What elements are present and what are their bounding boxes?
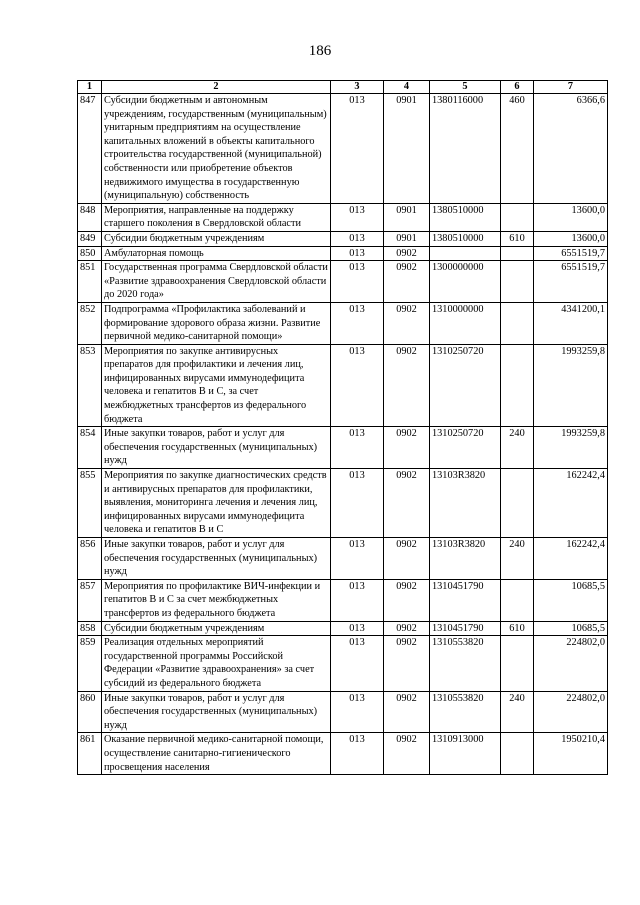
cell-code-3: 013 [331,636,384,691]
cell-code-4: 0901 [384,231,430,246]
cell-code-5: 1310451790 [430,621,501,636]
row-number: 853 [78,344,102,427]
cell-code-6 [501,261,534,303]
row-number: 847 [78,94,102,204]
cell-code-4: 0902 [384,344,430,427]
row-name: Амбулаторная помощь [102,246,331,261]
cell-code-4: 0902 [384,691,430,733]
row-name: Государственная программа Свердловской области «Развитие здравоохранения Свердловской области до 2020 года» [102,261,331,303]
cell-code-6: 460 [501,94,534,204]
table-row [78,621,608,636]
cell-code-5: 1310000000 [430,302,501,344]
cell-code-6: 240 [501,427,534,469]
cell-code-4: 0902 [384,733,430,775]
row-name: Иные закупки товаров, работ и услуг для обеспечения государственных (муниципальных) нужд [102,427,331,469]
cell-code-3: 013 [331,469,384,538]
cell-code-5: 1380510000 [430,203,501,231]
row-number: 860 [78,691,102,733]
cell-amount: 13600,0 [534,231,608,246]
cell-code-5: 13103R3820 [430,538,501,580]
cell-code-3: 013 [331,691,384,733]
row-number: 850 [78,246,102,261]
column-header: 6 [501,81,534,94]
cell-code-6: 240 [501,691,534,733]
cell-code-5 [430,246,501,261]
cell-code-4: 0901 [384,203,430,231]
row-number: 848 [78,203,102,231]
cell-code-4: 0902 [384,538,430,580]
cell-code-4: 0902 [384,621,430,636]
column-header: 5 [430,81,501,94]
cell-code-3: 013 [331,94,384,204]
table-row [78,538,608,580]
cell-amount: 224802,0 [534,636,608,691]
cell-code-3: 013 [331,344,384,427]
cell-code-5: 1300000000 [430,261,501,303]
table-row [78,261,608,303]
cell-code-6 [501,636,534,691]
row-number: 854 [78,427,102,469]
cell-amount: 162242,4 [534,469,608,538]
row-number: 859 [78,636,102,691]
table-body [78,94,608,775]
cell-code-3: 013 [331,302,384,344]
cell-code-3: 013 [331,733,384,775]
cell-code-4: 0902 [384,261,430,303]
cell-code-6 [501,469,534,538]
table-row [78,427,608,469]
cell-amount: 224802,0 [534,691,608,733]
column-header: 3 [331,81,384,94]
budget-table [77,80,608,775]
cell-amount: 162242,4 [534,538,608,580]
row-number: 851 [78,261,102,303]
column-header: 7 [534,81,608,94]
cell-code-6 [501,302,534,344]
table-row [78,579,608,621]
cell-code-3: 013 [331,427,384,469]
row-name: Мероприятия, направленные на поддержку старшего поколения в Свердловской области [102,203,331,231]
cell-code-5: 1310250720 [430,344,501,427]
row-name: Субсидии бюджетным учреждениям [102,621,331,636]
row-number: 852 [78,302,102,344]
cell-code-3: 013 [331,621,384,636]
cell-code-4: 0902 [384,636,430,691]
cell-amount: 4341200,1 [534,302,608,344]
cell-amount: 10685,5 [534,621,608,636]
column-header: 1 [78,81,102,94]
row-name: Иные закупки товаров, работ и услуг для обеспечения государственных (муниципальных) нужд [102,691,331,733]
cell-code-4: 0902 [384,246,430,261]
cell-code-5: 1310250720 [430,427,501,469]
row-name: Иные закупки товаров, работ и услуг для обеспечения государственных (муниципальных) нужд [102,538,331,580]
row-number: 857 [78,579,102,621]
cell-amount: 6551519,7 [534,246,608,261]
row-name: Субсидии бюджетным учреждениям [102,231,331,246]
row-name: Реализация отдельных мероприятий государственной программы Российской Федерации «Развитие здравоохранения» за счет субсидий из федерального бюджета [102,636,331,691]
table-row [78,246,608,261]
cell-code-5: 1310553820 [430,691,501,733]
column-header: 4 [384,81,430,94]
cell-code-3: 013 [331,246,384,261]
row-number: 861 [78,733,102,775]
row-number: 858 [78,621,102,636]
cell-code-6 [501,246,534,261]
cell-code-6 [501,344,534,427]
cell-code-3: 013 [331,203,384,231]
cell-code-3: 013 [331,579,384,621]
row-name: Оказание первичной медико-санитарной помощи, осуществление санитарно-гигиенического просвещения населения [102,733,331,775]
cell-code-4: 0902 [384,469,430,538]
cell-code-5: 1310553820 [430,636,501,691]
cell-amount: 6366,6 [534,94,608,204]
cell-code-6: 240 [501,538,534,580]
cell-amount: 13600,0 [534,203,608,231]
cell-code-6: 610 [501,231,534,246]
cell-code-6: 610 [501,621,534,636]
row-name: Мероприятия по закупке антивирусных препаратов для профилактики и лечения лиц, инфицированных вирусами иммунодефицита человека и гепатитов В и С, за счет межбюджетных трансфертов из федерального бюджета [102,344,331,427]
cell-amount: 6551519,7 [534,261,608,303]
cell-code-5: 1310913000 [430,733,501,775]
cell-code-4: 0902 [384,427,430,469]
cell-code-4: 0902 [384,579,430,621]
table-row [78,203,608,231]
table-row [78,231,608,246]
row-name: Субсидии бюджетным и автономным учреждениям, государственным (муниципальным) унитарным предприятиям на осуществление капитальных вложений в объекты капитального строительства государственной (муниципальной) собственности или приобретение объектов недвижимого имущества в государственную (муниципальную) собственность [102,94,331,204]
table-row [78,636,608,691]
column-header: 2 [102,81,331,94]
row-number: 849 [78,231,102,246]
cell-code-5: 13103R3820 [430,469,501,538]
header-row [78,81,608,94]
table-row [78,344,608,427]
cell-amount: 1993259,8 [534,344,608,427]
row-number: 856 [78,538,102,580]
cell-code-3: 013 [331,231,384,246]
cell-code-6 [501,203,534,231]
cell-amount: 1950210,4 [534,733,608,775]
cell-code-5: 1310451790 [430,579,501,621]
page-number: 186 [308,43,332,59]
table-row [78,302,608,344]
cell-code-6 [501,733,534,775]
table-row [78,94,608,204]
table-row [78,691,608,733]
table-row [78,469,608,538]
cell-amount: 10685,5 [534,579,608,621]
table-row [78,733,608,775]
cell-code-4: 0901 [384,94,430,204]
row-name: Мероприятия по профилактике ВИЧ-инфекции и гепатитов В и С за счет межбюджетных трансфертов из федерального бюджета [102,579,331,621]
row-name: Мероприятия по закупке диагностических средств и антивирусных препаратов для профилактики, выявления, мониторинга лечения и лечения лиц, инфицированных вирусами иммунодефицита человека и гепатитов В и С [102,469,331,538]
cell-code-5: 1380116000 [430,94,501,204]
cell-amount: 1993259,8 [534,427,608,469]
cell-code-6 [501,579,534,621]
row-number: 855 [78,469,102,538]
cell-code-4: 0902 [384,302,430,344]
cell-code-3: 013 [331,261,384,303]
cell-code-5: 1380510000 [430,231,501,246]
row-name: Подпрограмма «Профилактика заболеваний и формирование здорового образа жизни. Развитие первичной медико-санитарной помощи» [102,302,331,344]
cell-code-3: 013 [331,538,384,580]
